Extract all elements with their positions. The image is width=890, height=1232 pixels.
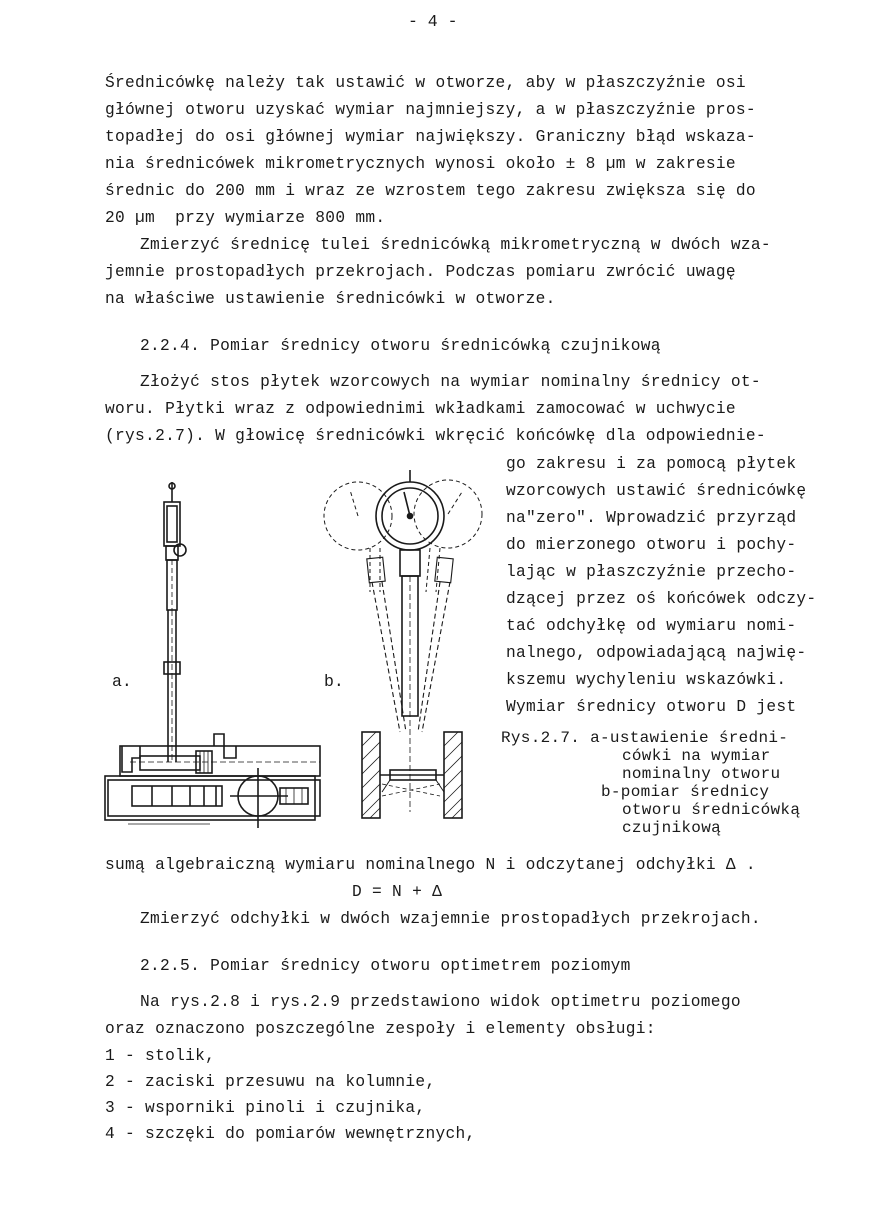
text-line: woru. Płytki wraz z odpowiednimi wkładkami zamocować w uchwycie [105, 400, 736, 418]
list-item: 2 - zaciski przesuwu na kolumnie, [105, 1073, 436, 1091]
text-line: na"zero". Wprowadzić przyrząd [506, 509, 797, 527]
figure-b-dial-center [376, 470, 444, 812]
text-line: go zakresu i za pomocą płytek [506, 455, 797, 473]
text-line: tać odchyłkę od wymiaru nomi- [506, 617, 797, 635]
list-item: 4 - szczęki do pomiarów wewnętrznych, [105, 1125, 476, 1143]
text-line: głównej otworu uzyskać wymiar najmniejszy, a w płaszczyźnie pros- [105, 101, 756, 119]
list-item: 3 - wsporniki pinoli i czujnika, [105, 1099, 426, 1117]
page-number: - 4 - [408, 12, 458, 31]
figure-caption: Rys.2.7. a-ustawienie średni- [501, 729, 789, 747]
section-heading: 2.2.4. Pomiar średnicy otworu średnicówką czujnikową [140, 337, 661, 355]
text-line: średnic do 200 mm i wraz ze wzrostem tego zakresu zwiększa się do [105, 182, 756, 200]
figure-caption: otworu średnicówką [622, 801, 801, 819]
text-line: Wymiar średnicy otworu D jest [506, 698, 797, 716]
text-line: Na rys.2.8 i rys.2.9 przedstawiono widok optimetru poziomego [140, 993, 741, 1011]
text-line: do mierzonego otworu i pochy- [506, 536, 797, 554]
text-line: Zmierzyć odchyłki w dwóch wzajemnie prostopadłych przekrojach. [140, 910, 761, 928]
figure-b-bore [362, 732, 462, 818]
text-line: nia średnicówek mikrometrycznych wynosi około ± 8 µm w zakresie [105, 155, 736, 173]
text-line: oraz oznaczono poszczególne zespoły i elementy obsługi: [105, 1020, 656, 1038]
figure-caption: cówki na wymiar [622, 747, 771, 765]
figure-b-dial-right [414, 480, 482, 592]
figure-label-a: a. [112, 672, 132, 691]
text-line: (rys.2.7). W głowicę średnicówki wkręcić końcówkę dla odpowiednie- [105, 427, 766, 445]
text-line: na właściwe ustawienie średnicówki w otworze. [105, 290, 556, 308]
text-line: topadłej do osi głównej wymiar największy. Graniczny błąd wskaza- [105, 128, 756, 146]
list-item: 1 - stolik, [105, 1047, 216, 1065]
text-line: Złożyć stos płytek wzorcowych na wymiar nominalny średnicy ot- [140, 373, 761, 391]
figure-label-b: b. [324, 672, 344, 691]
text-line: wzorcowych ustawić średnicówkę [506, 482, 807, 500]
text-line: kszemu wychyleniu wskazówki. [506, 671, 787, 689]
text-line: Zmierzyć średnicę tulei średnicówką mikrometryczną w dwóch wza- [140, 236, 771, 254]
figure-a-holder [105, 734, 320, 828]
formula: D = N + Δ [352, 883, 443, 901]
figure-caption: czujnikową [622, 819, 722, 837]
figure-b-dial-left [324, 482, 392, 592]
text-line: jemnie prostopadłych przekrojach. Podczas pomiaru zwrócić uwagę [105, 263, 736, 281]
text-line: sumą algebraiczną wymiaru nominalnego N i odczytanej odchyłki Δ . [105, 856, 756, 874]
figure-drawing [100, 462, 495, 834]
text-line: nalnego, odpowiadającą najwię- [506, 644, 807, 662]
section-heading: 2.2.5. Pomiar średnicy otworu optimetrem poziomym [140, 957, 631, 975]
text-line: Średnicówkę należy tak ustawić w otworze, aby w płaszczyźnie osi [105, 74, 746, 92]
figure-caption: nominalny otworu [622, 765, 781, 783]
figure-caption: b-pomiar średnicy [601, 783, 770, 801]
text-line: dzącej przez oś końcówek odczy- [506, 590, 817, 608]
figure-a-bore-gauge [164, 482, 186, 762]
text-line: lając w płaszczyźnie przecho- [506, 563, 797, 581]
text-line: 20 µm przy wymiarze 800 mm. [105, 209, 386, 227]
